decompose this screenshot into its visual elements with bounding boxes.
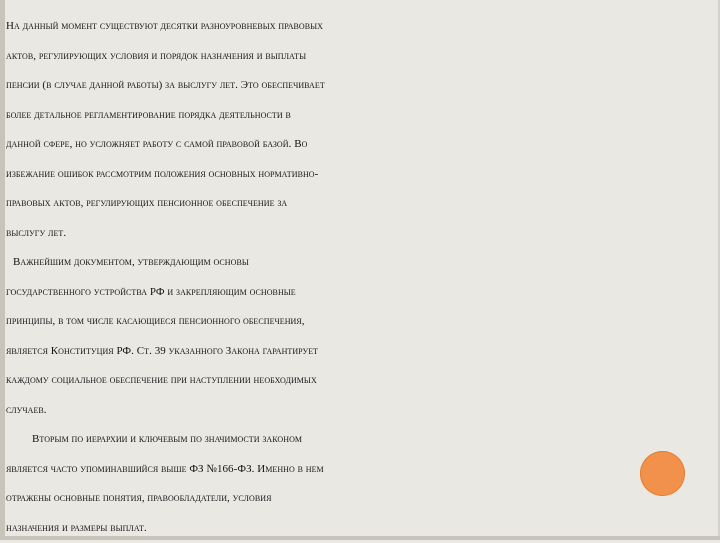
text-line: является часто упоминавшийся выше ФЗ №166-ФЗ. Именно в нем	[6, 455, 718, 485]
text-line: государственного устройства РФ и закрепляющим основные	[6, 278, 718, 308]
text-line: данной сфере, но усложняет работу с самой правовой базой. Во	[6, 130, 718, 160]
text-line: пенсии (в случае данной работы) за выслугу лет. Это обеспечивает	[6, 71, 718, 101]
decorative-circle	[640, 451, 685, 496]
text-line: является Конституция РФ. Ст. 39 указанного Закона гарантирует	[6, 337, 718, 367]
slide-text-body	[6, 12, 718, 543]
text-line: На данный момент существуют десятки разноуровневых правовых	[6, 12, 718, 42]
text-line: актов, регулирующих условия и порядок назначения и выплаты	[6, 42, 718, 72]
text-line: правовых актов, регулирующих пенсионное обеспечение за	[6, 189, 718, 219]
text-line: случаев.	[6, 396, 718, 426]
text-line: Важнейшим документом, утверждающим основы	[6, 248, 718, 278]
text-line: каждому социальное обеспечение при наступлении необходимых	[6, 366, 718, 396]
text-line: назначения и размеры выплат.	[6, 514, 718, 543]
text-line: более детальное регламентирование порядка деятельности в	[6, 101, 718, 131]
slide-frame-left	[0, 0, 5, 540]
text-line: отражены основные понятия, правообладатели, условия	[6, 484, 718, 514]
text-line: избежание ошибок рассмотрим положения основных нормативно-	[6, 160, 718, 190]
text-line: принципы, в том числе касающиеся пенсионного обеспечения,	[6, 307, 718, 337]
text-line: Вторым по иерархии и ключевым по значимости законом	[6, 425, 718, 455]
text-line: выслугу лет.	[6, 219, 718, 249]
